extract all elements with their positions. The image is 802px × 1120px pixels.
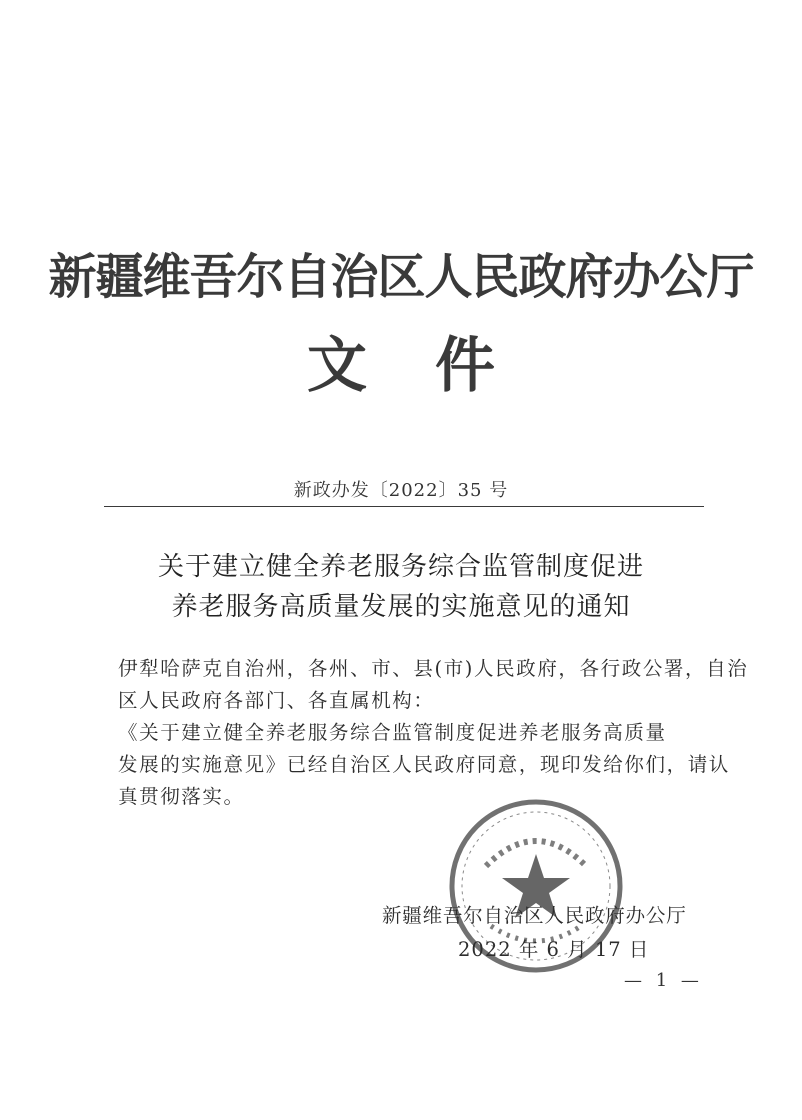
body-paragraph-line-1: 《关于建立健全养老服务综合监管制度促进养老服务高质量 <box>118 721 667 744</box>
addressee-line-2: 区人民政府各部门、各直属机构： <box>118 689 435 712</box>
document-type-heading: 文件 <box>307 331 563 401</box>
notice-title-line-2: 养老服务高质量发展的实施意见的通知 <box>171 592 631 622</box>
addressee-line-1: 伊犁哈萨克自治州，各州、市、县(市)人民政府，各行政公署，自治 <box>118 657 749 680</box>
page-number: — 1 — <box>624 970 703 991</box>
document-number: 新政办发〔2022〕35 号 <box>293 480 509 501</box>
body-paragraph-line-3: 真贯彻落实。 <box>118 785 245 808</box>
body-paragraph-line-2: 发展的实施意见》已经自治区人民政府同意，现印发给你们，请认 <box>118 753 730 776</box>
signing-date: 2022 年 6 月 17 日 <box>458 938 650 961</box>
notice-title-line-1: 关于建立健全养老服务综合监管制度促进 <box>157 552 644 582</box>
header-divider <box>104 506 704 507</box>
signing-organization: 新疆维吾尔自治区人民政府办公厅 <box>382 904 687 927</box>
issuing-organization-heading: 新疆维吾尔自治区人民政府办公厅 <box>48 249 754 305</box>
